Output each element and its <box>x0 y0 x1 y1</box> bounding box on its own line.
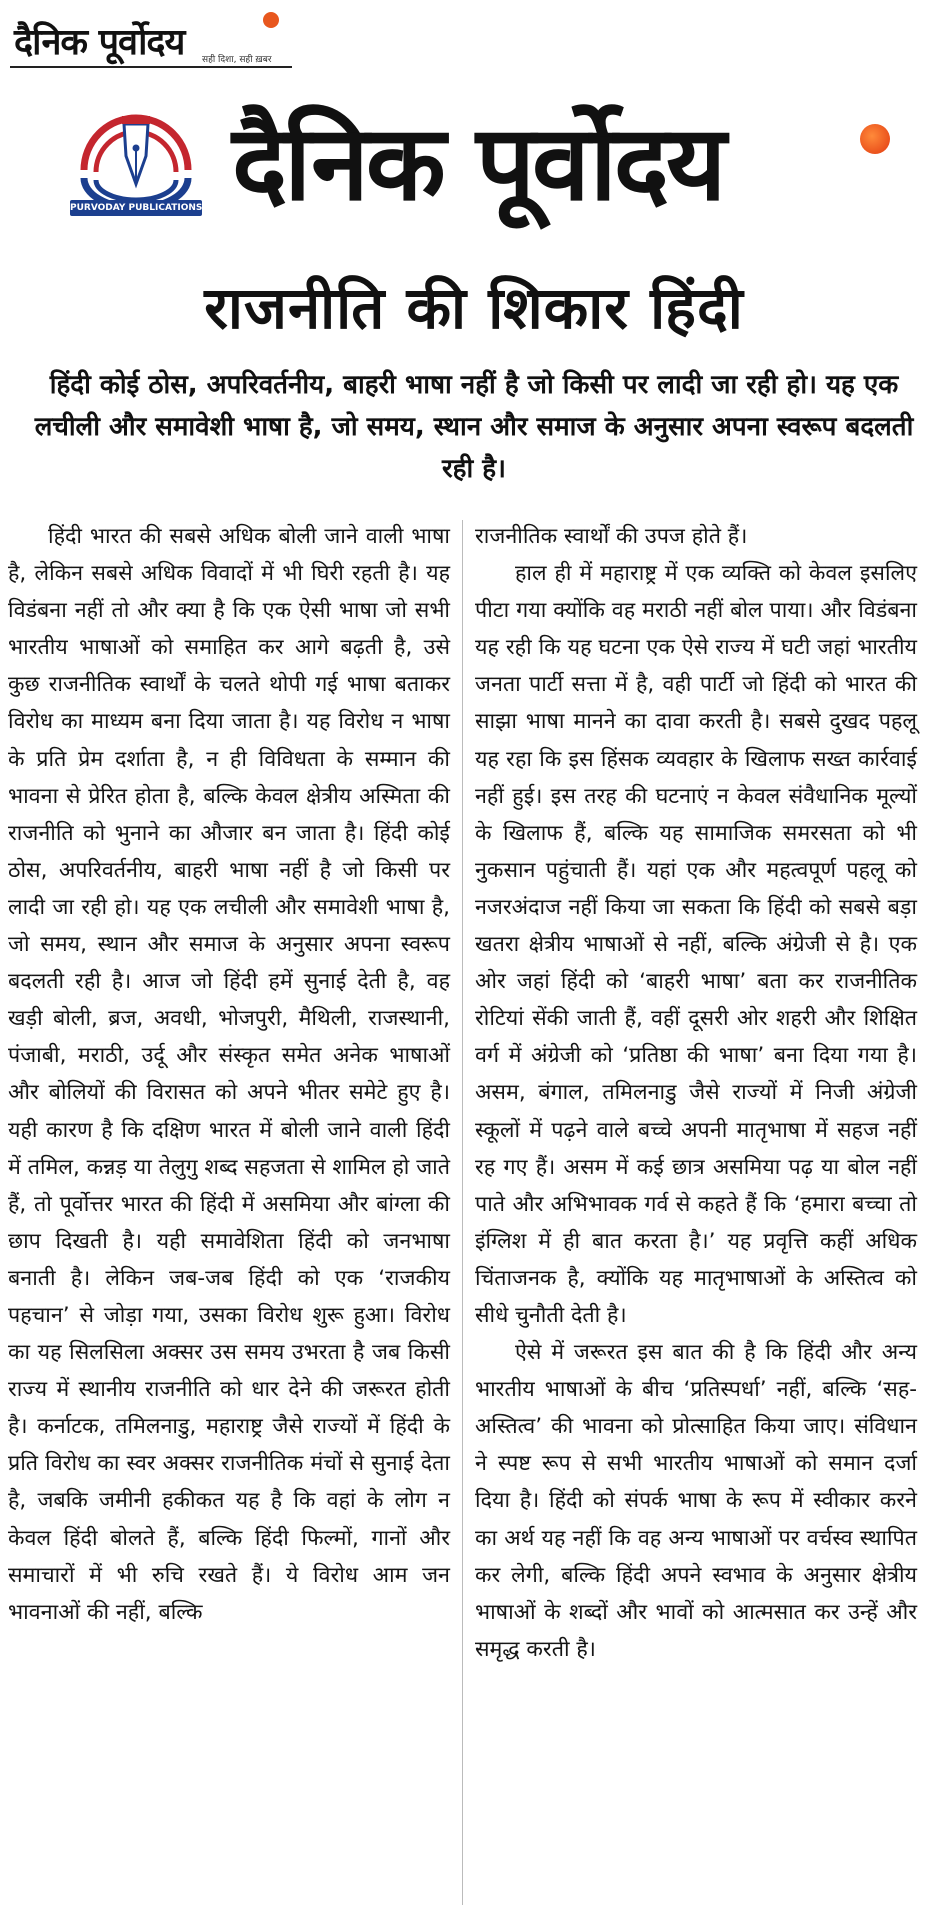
masthead-brand-name: दैनिक पूर्वोदय <box>232 102 724 224</box>
masthead-sun-icon <box>860 124 890 154</box>
article-column-left <box>8 518 450 1631</box>
top-brand-name: दैनिक पूर्वोदय <box>14 22 185 63</box>
body-paragraph: हाल ही में महाराष्ट्र में एक व्यक्ति को केवल इसलिए पीटा गया क्योंकि वह मराठी नहीं बोल पाया। और विडंबना यह रही कि यह घटना एक ऐसे राज्य में घटी जहां भारतीय जनता पार्टी सत्ता में है, वही पार्टी जो हिंदी को भारत की साझा भाषा मानने का दावा करती है। सबसे दुखद पहलू यह रहा कि इस हिंसक व्यवहार के खिलाफ सख्त कार्रवाई नहीं हुई। इस तरह की घटनाएं न केवल संवैधानिक मूल्यों के खिलाफ हैं, बल्कि यह सामाजिक समरसता को भी नुकसान पहुंचाती हैं। यहां एक और महत्वपूर्ण पहलू को नजरअंदाज नहीं किया जा सकता कि हिंदी को सबसे बड़ा खतरा क्षेत्रीय भाषाओं से नहीं, बल्कि अंग्रेजी से है। एक ओर जहां हिंदी को ‘बाहरी भाषा’ बता कर राजनीतिक रोटियां सेंकी जाती हैं, वहीं दूसरी ओर शहरी और शिक्षित वर्ग में अंग्रेजी को ‘प्रतिष्ठा की भाषा’ बना दिया गया है। असम, बंगाल, तमिलनाडु जैसे राज्यों में निजी अंग्रेजी स्कूलों में पढ़ने वाले बच्चे अपनी मातृभाषा में सहज नहीं रह गए हैं। असम में कई छात्र असमिया पढ़ या बोल नहीं पाते और अभिभावक गर्व से कहते हैं कि ‘हमारा बच्चा तो इंग्लिश में ही बात करता है।’ यह प्रवृत्ति कहीं अधिक चिंताजनक है, क्योंकि यह मातृभाषाओं के अस्तित्व को सीधे चुनौती देती है। <box>475 561 917 1328</box>
article-column-right <box>475 518 917 1668</box>
article-headline: राजनीति की शिकार हिंदी <box>204 274 744 342</box>
publication-logo <box>66 110 206 222</box>
logo-caption: PURVODAY PUBLICATIONS <box>70 200 202 216</box>
top-rule <box>10 66 292 68</box>
column-divider <box>462 520 463 1905</box>
body-paragraph: ऐसे में जरूरत इस बात की है कि हिंदी और अन्य भारतीय भाषाओं के बीच ‘प्रतिस्पर्धा’ नहीं, बल्कि ‘सह-अस्तित्व’ की भावना को प्रोत्साहित किया जाए। संविधान ने स्पष्ट रूप से सभी भारतीय भाषाओं को समान दर्जा दिया है। हिंदी को संपर्क भाषा के रूप में स्वीकार करने का अर्थ यह नहीं कि वह अन्य भाषाओं पर वर्चस्व स्थापित कर लेगी, बल्कि हिंदी अपने स्वभाव के अनुसार क्षेत्रीय भाषाओं के शब्दों और भावों को आत्मसात कर उन्हें और समृद्ध करती है। <box>475 1340 917 1662</box>
body-paragraph-continuation: राजनीतिक स्वार्थों की उपज होते हैं। <box>475 524 748 549</box>
top-masthead <box>0 0 300 72</box>
body-paragraph: हिंदी भारत की सबसे अधिक बोली जाने वाली भाषा है, लेकिन सबसे अधिक विवादों में भी घिरी रहती है। यह विडंबना नहीं तो और क्या है कि एक ऐसी भाषा जो सभी भारतीय भाषाओं को समाहित कर आगे बढ़ती है, उसे कुछ राजनीतिक स्वार्थों के चलते थोपी गई भाषा बताकर विरोध का माध्यम बना दिया जाता है। यह विरोध न भाषा के प्रति प्रेम दर्शाता है, न ही विविधता के सम्मान की भावना से प्रेरित होता है, बल्कि केवल क्षेत्रीय अस्मिता की राजनीति को भुनाने का औजार बन जाता है। हिंदी कोई ठोस, अपरिवर्तनीय, बाहरी भाषा नहीं है जो किसी पर लादी जा रही हो। यह एक लचीली और समावेशी भाषा है, जो समय, स्थान और समाज के अनुसार अपना स्वरूप बदलती रही है। आज जो हिंदी हमें सुनाई देती है, वह खड़ी बोली, ब्रज, अवधी, भोजपुरी, मैथिली, राजस्थानी, पंजाबी, मराठी, उर्दू और संस्कृत समेत अनेक भाषाओं और बोलियों की विरासत को अपने भीतर समेटे हुए है। यही कारण है कि दक्षिण भारत में बोली जाने वाली हिंदी में तमिल, कन्नड़ या तेलुगु शब्द सहजता से शामिल हो जाते हैं, तो पूर्वोत्तर भारत की हिंदी में असमिया और बांग्ला की छाप दिखती है। यही समावेशिता हिंदी को जनभाषा बनाती है। लेकिन जब-जब हिंदी को एक ‘राजकीय पहचान’ से जोड़ा गया, उसका विरोध शुरू हुआ। विरोध का यह सिलसिला अक्सर उस समय उभरता है जब किसी राज्य में स्थानीय राजनीति को धार देने की जरूरत होती है। कर्नाटक, तमिलनाडु, महाराष्ट्र जैसे राज्यों में हिंदी के प्रति विरोध का स्वर अक्सर राजनीतिक मंचों से सुनाई देता है, जबकि जमीनी हकीकत यह है कि वहां के लोग न केवल हिंदी बोलते हैं, बल्कि हिंदी फिल्मों, गानों और समाचारों में भी रुचि रखते हैं। ये विरोध आम जन भावनाओं की नहीं, बल्कि <box>8 524 450 1625</box>
brand-sun-icon <box>263 12 279 28</box>
article-standfirst: हिंदी कोई ठोस, अपरिवर्तनीय, बाहरी भाषा नहीं है जो किसी पर लादी जा रही हो। यह एक लचीली और समावेशी भाषा है, जो समय, स्थान और समाज के अनुसार अपना स्वरूप बदलती रही है। <box>34 370 914 484</box>
top-tagline: सही दिशा, सही ख़बर <box>202 55 272 65</box>
pen-nib-emblem-icon <box>66 110 206 202</box>
